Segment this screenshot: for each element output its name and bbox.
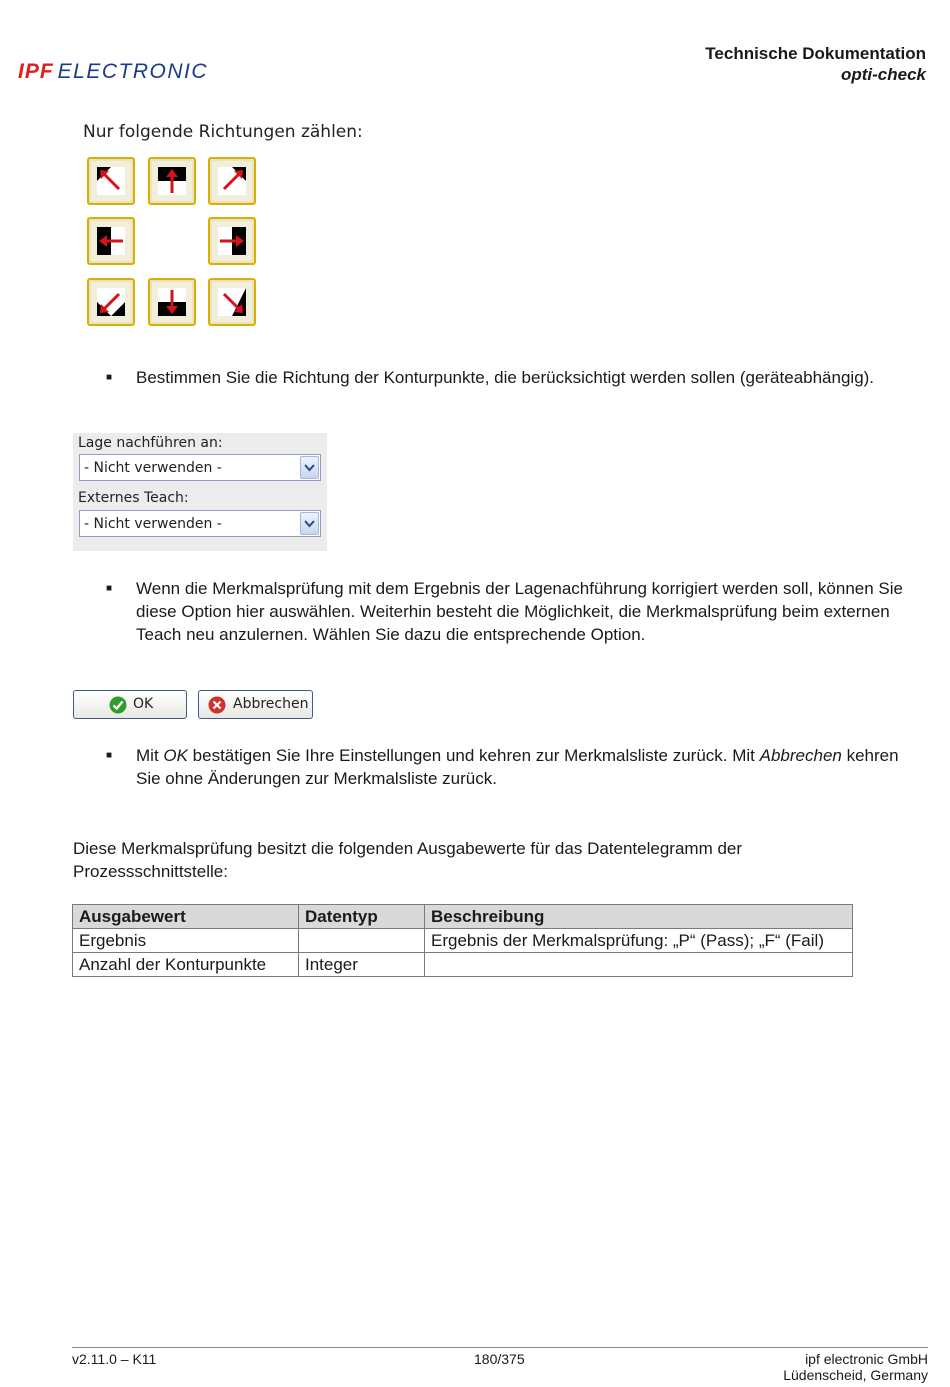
footer-version: v2.11.0 – K11 (72, 1351, 157, 1367)
direction-button-up-right[interactable] (208, 157, 256, 205)
confirm-text-cancel: Abbrechen (759, 746, 842, 765)
ok-button-label: OK (133, 696, 154, 712)
direction-panel-title: Nur folgende Richtungen zählen: (83, 122, 363, 142)
bullet-text-directions: Bestimmen Sie die Richtung der Konturpunkte, die berücksichtigt werden sollen (geräteabhängig). (136, 368, 875, 387)
cancel-button-label: Abbrechen (233, 696, 309, 712)
logo-ipf-text: IPF (18, 60, 54, 83)
direction-button-right[interactable] (208, 217, 256, 265)
direction-button-left[interactable] (87, 217, 135, 265)
arrow-right-icon (218, 227, 246, 255)
close-icon (208, 696, 226, 714)
output-values-table (72, 904, 853, 977)
external-teach-value: - Nicht verwenden - (84, 516, 222, 532)
chevron-down-icon[interactable] (300, 512, 319, 535)
confirm-text-part: Mit (136, 746, 164, 765)
table-cell: Ergebnis (73, 929, 299, 953)
arrow-down-right-icon (218, 288, 246, 316)
table-cell: Anzahl der Konturpunkte (73, 953, 299, 977)
external-teach-select[interactable] (79, 510, 321, 537)
chevron-down-icon[interactable] (300, 456, 319, 479)
table-header-cell: Datentyp (299, 905, 425, 929)
position-tracking-select[interactable] (79, 454, 321, 481)
bullet-marker: ■ (106, 372, 113, 383)
logo-electronic-text: ELECTRONIC (57, 60, 209, 83)
tracking-settings-panel (73, 433, 327, 551)
cancel-button[interactable] (198, 690, 313, 719)
company-logo (18, 60, 208, 84)
table-row (73, 929, 853, 953)
direction-button-down-left[interactable] (87, 278, 135, 326)
table-cell (299, 929, 425, 953)
confirm-text-ok: OK (163, 746, 188, 765)
table-cell (425, 953, 853, 977)
ok-button[interactable] (73, 690, 187, 719)
footer-divider (72, 1347, 928, 1348)
confirm-text-part: kehren Sie ohne Änderungen zur Merkmalsliste zurück. (136, 746, 899, 788)
check-icon (109, 696, 127, 714)
table-header-cell: Ausgabewert (73, 905, 299, 929)
output-values-intro: Diese Merkmalsprüfung besitzt die folgenden Ausgabewerte für das Datentelegramm der Prozessschnittstelle: (73, 839, 743, 881)
footer-page-number: 180/375 (474, 1351, 525, 1367)
direction-button-up-left[interactable] (87, 157, 135, 205)
direction-button-down-right[interactable] (208, 278, 256, 326)
confirm-text-part: bestätigen Sie Ihre Einstellungen und kehren zur Merkmalsliste zurück. Mit (187, 746, 760, 765)
document-header (705, 43, 926, 85)
external-teach-label: Externes Teach: (78, 490, 189, 506)
table-cell: Integer (299, 953, 425, 977)
footer-company-name: ipf electronic GmbH (805, 1351, 928, 1367)
document-subtitle: opti-check (840, 65, 926, 84)
bullet-text-options: Wenn die Merkmalsprüfung mit dem Ergebnis der Lagenachführung korrigiert werden soll, können Sie diese Option hier auswählen. Weiterhin besteht die Möglichkeit, die Merkmalsprüfung beim externen Teach neu anzulernen. Wählen Sie dazu die entsprechende Option. (136, 579, 903, 644)
bullet-marker: ■ (106, 750, 113, 761)
arrow-up-right-icon (218, 167, 246, 195)
arrow-down-left-icon (97, 288, 125, 316)
table-cell: Ergebnis der Merkmalsprüfung: „P“ (Pass); „F“ (Fail) (425, 929, 853, 953)
footer-company (783, 1351, 928, 1383)
arrow-up-left-icon (97, 167, 125, 195)
direction-button-up[interactable] (148, 157, 196, 205)
arrow-up-icon (158, 167, 186, 195)
position-tracking-value: - Nicht verwenden - (84, 460, 222, 476)
position-tracking-label: Lage nachführen an: (78, 435, 223, 451)
bullet-marker: ■ (106, 583, 113, 594)
table-header-row (73, 905, 853, 929)
bullet-text-confirm (136, 744, 916, 790)
direction-button-down[interactable] (148, 278, 196, 326)
arrow-left-icon (97, 227, 125, 255)
arrow-down-icon (158, 288, 186, 316)
footer-company-location: Lüdenscheid, Germany (783, 1367, 928, 1383)
document-title: Technische Dokumentation (705, 44, 926, 63)
table-row (73, 953, 853, 977)
table-header-cell: Beschreibung (425, 905, 853, 929)
